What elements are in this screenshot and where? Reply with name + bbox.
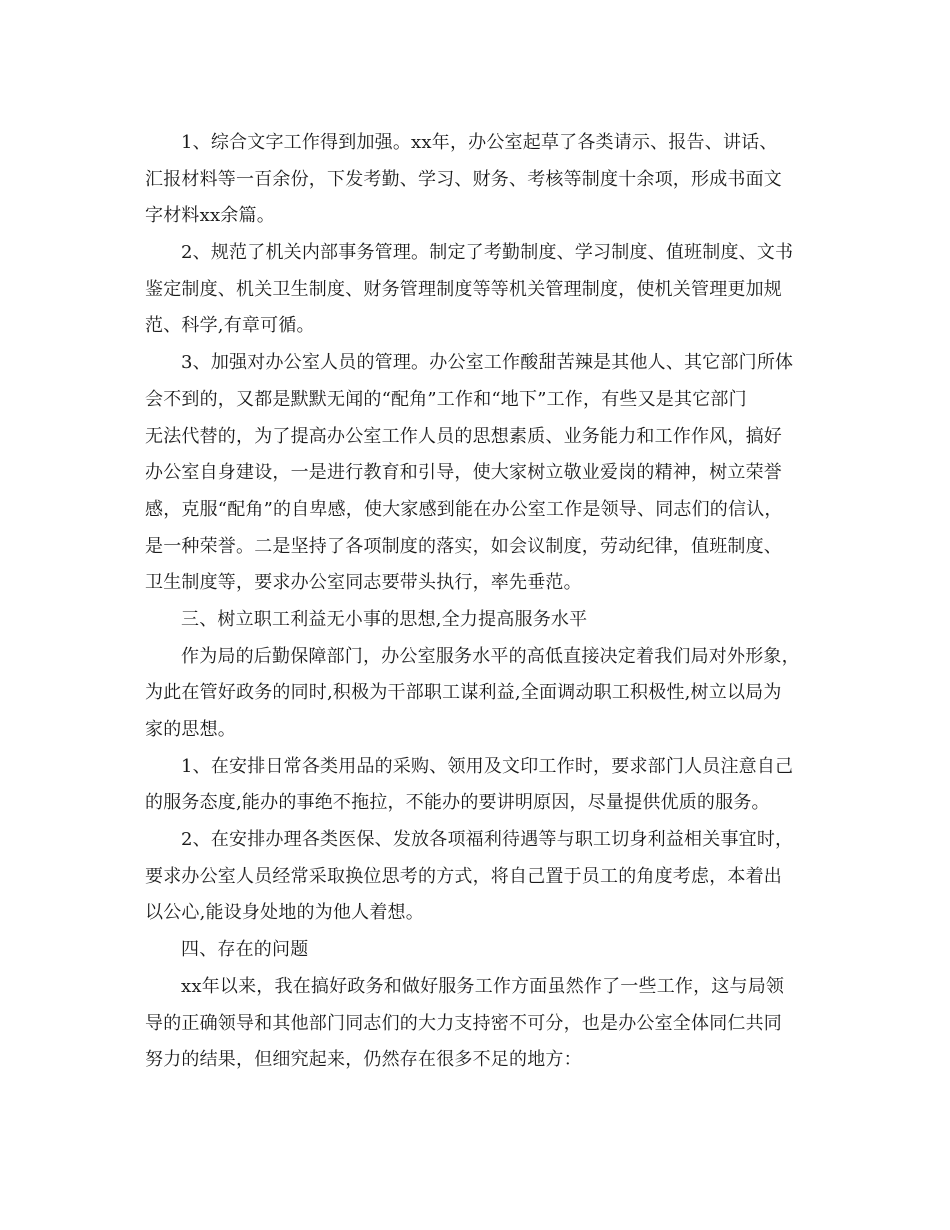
- paragraph-line: 作为局的后勤保障部门，办公室服务水平的高低直接决定着我们局对外形象，: [181, 645, 800, 667]
- paragraph-line: 为此在管好政务的同时,积极为干部职工谋利益,全面调动职工积极性,树立以局为: [145, 682, 782, 704]
- paragraph-line: 努力的结果，但细究起来，仍然存在很多不足的地方：: [145, 1049, 582, 1071]
- section-heading: 三、树立职工利益无小事的思想,全力提高服务水平: [181, 608, 588, 630]
- paragraph-line: 汇报材料等一百余份，下发考勤、学习、财务、考核等制度十余项，形成书面文: [145, 168, 782, 190]
- paragraph-line: 是一种荣誉。二是坚持了各项制度的落实，如会议制度，劳动纪律，值班制度、: [145, 535, 782, 557]
- paragraph-line: 家的思想。: [145, 719, 236, 740]
- paragraph-line: 字材料xx余篇。: [145, 205, 275, 227]
- paragraph-line: 3、加强对办公室人员的管理。办公室工作酸甜苦辣是其他人、其它部门所体: [181, 352, 794, 374]
- document-body: [145, 125, 810, 1079]
- paragraph-line: 办公室自身建设，一是进行教育和引导，使大家树立敬业爱岗的精神，树立荣誉: [145, 462, 782, 484]
- paragraph-line: 1、在安排日常各类用品的采购、领用及文印工作时，要求部门人员注意自己: [181, 755, 794, 777]
- paragraph-line: 2、在安排办理各类医保、发放各项福利待遇等与职工切身利益相关事宜时，: [181, 829, 794, 851]
- paragraph-line: 会不到的，又都是默默无闻的“配角”工作和“地下”工作，有些又是其它部门: [145, 388, 747, 410]
- paragraph-line: 范、科学,有章可循。: [145, 315, 315, 337]
- paragraph-line: 1、综合文字工作得到加强。xx年，办公室起草了各类请示、报告、讲话、: [181, 132, 778, 153]
- paragraph-line: 以公心,能设身处地的为他人着想。: [145, 902, 424, 924]
- paragraph-line: 卫生制度等，要求办公室同志要带头执行，率先垂范。: [145, 572, 582, 594]
- paragraph-line: 2、规范了机关内部事务管理。制定了考勤制度、学习制度、值班制度、文书: [181, 242, 794, 264]
- paragraph-line: 的服务态度,能办的事绝不拖拉，不能办的要讲明原因，尽量提供优质的服务。: [145, 792, 770, 814]
- paragraph-line: 鉴定制度、机关卫生制度、财务管理制度等等机关管理制度，使机关管理更加规: [145, 278, 782, 300]
- section-heading: 四、存在的问题: [181, 939, 309, 961]
- paragraph-line: 无法代替的，为了提高办公室工作人员的思想素质、业务能力和工作作风，搞好: [145, 425, 782, 447]
- paragraph-line: 要求办公室人员经常采取换位思考的方式，将自己置于员工的角度考虑，本着出: [145, 865, 782, 887]
- paragraph-line: xx年以来，我在搞好政务和做好服务工作方面虽然作了一些工作，这与局领: [181, 975, 785, 997]
- paragraph-line: 导的正确领导和其他部门同志们的大力支持密不可分，也是办公室全体同仁共同: [145, 1012, 782, 1034]
- paragraph-line: 感，克服“配角”的自卑感，使大家感到能在办公室工作是领导、同志们的信认，: [145, 498, 783, 520]
